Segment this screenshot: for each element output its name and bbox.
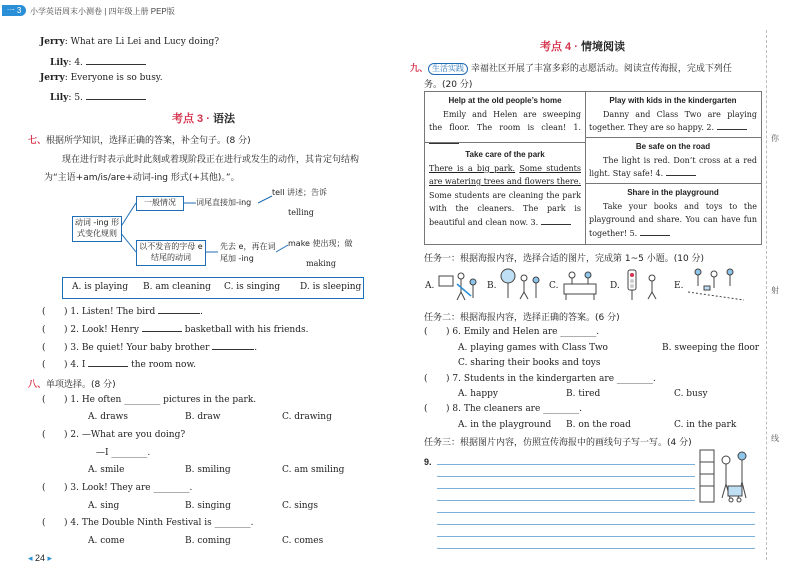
picture-a-old-people-home[interactable]: [437, 268, 479, 302]
q8-item-1-a[interactable]: A. draws: [88, 412, 128, 422]
volunteer-poster: [424, 91, 762, 245]
pic-label-a: A.: [425, 281, 435, 291]
q8-item-2-stem[interactable]: ( ) 2. —What are you doing?: [42, 430, 186, 440]
diagram-silent-rule: 先去 e，再在词尾加 -ing: [220, 242, 276, 263]
q8-item-2-a[interactable]: A. smile: [88, 465, 125, 475]
pic-label-e: E.: [674, 281, 684, 291]
q8-item-2-extra: —I ________.: [96, 448, 151, 458]
q8-item-3-a[interactable]: A. sing: [88, 501, 120, 511]
t2-item-7-c[interactable]: C. busy: [674, 389, 708, 399]
t2-item-8-stem[interactable]: ( ) 8. The cleaners are ________.: [424, 404, 583, 414]
q7-option-b: B. am cleaning: [143, 282, 211, 292]
dialogue-line-3: Jerry: Everyone is so busy.: [40, 73, 163, 83]
picture-c-kindergarten[interactable]: [560, 266, 600, 302]
section-3-title: 考点 3 · 语法: [172, 113, 235, 125]
writing-line-3[interactable]: [437, 488, 695, 489]
t2-item-6-stem[interactable]: ( ) 6. Emily and Helen are ________.: [424, 327, 600, 337]
q8-item-2-b[interactable]: B. smiling: [185, 465, 231, 475]
poster-cell-2: Play with kids in the kindergarten Danny and Class Two are playing together. They are so happy. 2.: [589, 96, 757, 132]
pic-label-d: D.: [610, 281, 620, 291]
q8-item-4-b[interactable]: B. coming: [185, 536, 231, 546]
q7-item-2[interactable]: ( ) 2. Look! Henry basketball with his friends.: [42, 325, 309, 335]
q7-heading: 七、根据所学知识，选择正确的答案，补全句子。(8 分): [28, 136, 251, 146]
q8-item-3-c[interactable]: C. sings: [282, 501, 318, 511]
q8-item-3-stem[interactable]: ( ) 3. Look! They are ________.: [42, 483, 193, 493]
t2-item-8-b[interactable]: B. on the road: [566, 420, 631, 430]
q7-intro-1: 现在进行时表示此时此刻或着现阶段正在进行或发生的动作，其肯定句结构: [62, 155, 360, 165]
dialogue-line-2: Lily: 4.: [50, 56, 146, 68]
t2-item-7-stem[interactable]: ( ) 7. Students in the kindergarten are ________.: [424, 374, 656, 384]
q8-item-3-b[interactable]: B. singing: [185, 501, 231, 511]
t2-item-6-a[interactable]: A. playing games with Class Two: [458, 343, 608, 353]
writing-line-7[interactable]: [437, 536, 755, 537]
q9-answer-label: 9.: [424, 457, 432, 467]
diagram-example-1b: telling: [288, 208, 314, 217]
poster-cell-1: Help at the old people’s home Emily and Helen are sweeping the floor. The room is clean! 1.: [429, 94, 581, 148]
q8-item-1-b[interactable]: B. draw: [185, 412, 221, 422]
picture-b-park[interactable]: [498, 266, 542, 302]
diagram-general-rule: 词尾直接加-ing: [196, 198, 252, 207]
t2-item-8-a[interactable]: A. in the playground: [458, 420, 552, 430]
diagram-example-2: make 使出现；做: [288, 239, 353, 248]
writing-line-5[interactable]: [437, 512, 755, 513]
q7-option-a: A. is playing: [72, 282, 129, 292]
t2-item-8-c[interactable]: C. in the park: [674, 420, 737, 430]
diagram-example-1: tell 讲述；告诉: [272, 188, 328, 197]
task-2-heading: 任务二：根据海报内容，选择正确的答案。(6 分): [424, 313, 620, 323]
right-margin-rule: [766, 30, 767, 560]
task-1-heading: 任务一：根据海报内容，选择合适的图片，完成第 1~5 小题。(10 分): [424, 254, 705, 264]
poster-cell-5: Share in the playground Take your books and toys to the playground and share. You can have fun together! 5.: [589, 188, 757, 238]
writing-line-8[interactable]: [437, 548, 755, 549]
margin-char-3: 线: [771, 434, 779, 443]
margin-char-2: 射: [771, 286, 779, 295]
section-4-title: 考点 4 · 情境阅读: [540, 41, 625, 53]
q8-item-2-c[interactable]: C. am smiling: [282, 465, 345, 475]
q9-heading-2: 务。(20 分): [424, 80, 473, 90]
poster-cell-3: Take care of the park There is a big park. Some students are watering trees and flowers there. Some students are cleaning the park with the cleaners. The park is beautiful and clean now. 3.: [429, 150, 582, 227]
q8-heading: 八、单项选择。(8 分): [28, 380, 116, 390]
writing-line-2[interactable]: [437, 476, 695, 477]
header-badge: 一 3: [2, 5, 26, 16]
q7-option-d: D. is sleeping: [300, 282, 362, 292]
t2-item-7-b[interactable]: B. tired: [566, 389, 601, 399]
diagram-example-2b: making: [306, 259, 337, 268]
q9-heading: 九、 生活实践 幸福社区开展了丰富多彩的志愿活动。阅读宣传海报，完成下列任: [410, 64, 732, 74]
dialogue-line-1: Jerry: What are Li Lei and Lucy doing?: [40, 37, 220, 47]
t2-item-6-c[interactable]: C. sharing their books and toys: [458, 358, 601, 368]
q8-item-1-c[interactable]: C. drawing: [282, 412, 332, 422]
page-number: ◂ 24 ▸: [28, 553, 53, 563]
q7-item-3[interactable]: ( ) 3. Be quiet! Your baby brother .: [42, 343, 258, 353]
picture-d-road[interactable]: [622, 266, 666, 302]
q8-item-1-stem[interactable]: ( ) 1. He often ________ pictures in the park.: [42, 395, 257, 405]
diagram-general: 一般情况: [136, 196, 184, 211]
pic-label-c: C.: [549, 281, 559, 291]
poster-cell-4: Be safe on the road The light is red. Don’t cross at a red light. Stay safe! 4.: [589, 142, 757, 178]
writing-line-1[interactable]: [437, 464, 695, 465]
header-title: 小学英语周末小测卷 | 四年级上册 PEP版: [30, 7, 175, 16]
t2-item-7-a[interactable]: A. happy: [458, 389, 498, 399]
picture-e-playground[interactable]: [686, 264, 746, 302]
q7-item-4[interactable]: ( ) 4. I the room now.: [42, 360, 196, 370]
task-3-heading: 任务三：根据图片内容，仿照宣传海报中的画线句子写一写。(4 分): [424, 438, 692, 448]
writing-line-6[interactable]: [437, 524, 755, 525]
supermarket-illustration: [698, 446, 756, 508]
q7-option-c: C. is singing: [224, 282, 281, 292]
diagram-silent-e: 以不发音的字母 e 结尾的动词: [136, 240, 206, 266]
t2-item-6-b[interactable]: B. sweeping the floor: [662, 343, 760, 353]
writing-line-4[interactable]: [437, 500, 695, 501]
q8-item-4-a[interactable]: A. come: [88, 536, 125, 546]
q7-intro-2: 为“主语+am/is/are+动词-ing 形式(+其他)。”。: [44, 173, 240, 183]
margin-char-1: 你: [771, 134, 779, 143]
q8-item-4-c[interactable]: C. comes: [282, 536, 324, 546]
pic-label-b: B.: [487, 281, 497, 291]
diagram-root: 动词 -ing 形式变化规则: [72, 216, 122, 242]
dialogue-line-4: Lily: 5.: [50, 91, 146, 103]
q8-item-4-stem[interactable]: ( ) 4. The Double Ninth Festival is ________.: [42, 518, 254, 528]
q7-item-1[interactable]: ( ) 1. Listen! The bird .: [42, 307, 203, 317]
